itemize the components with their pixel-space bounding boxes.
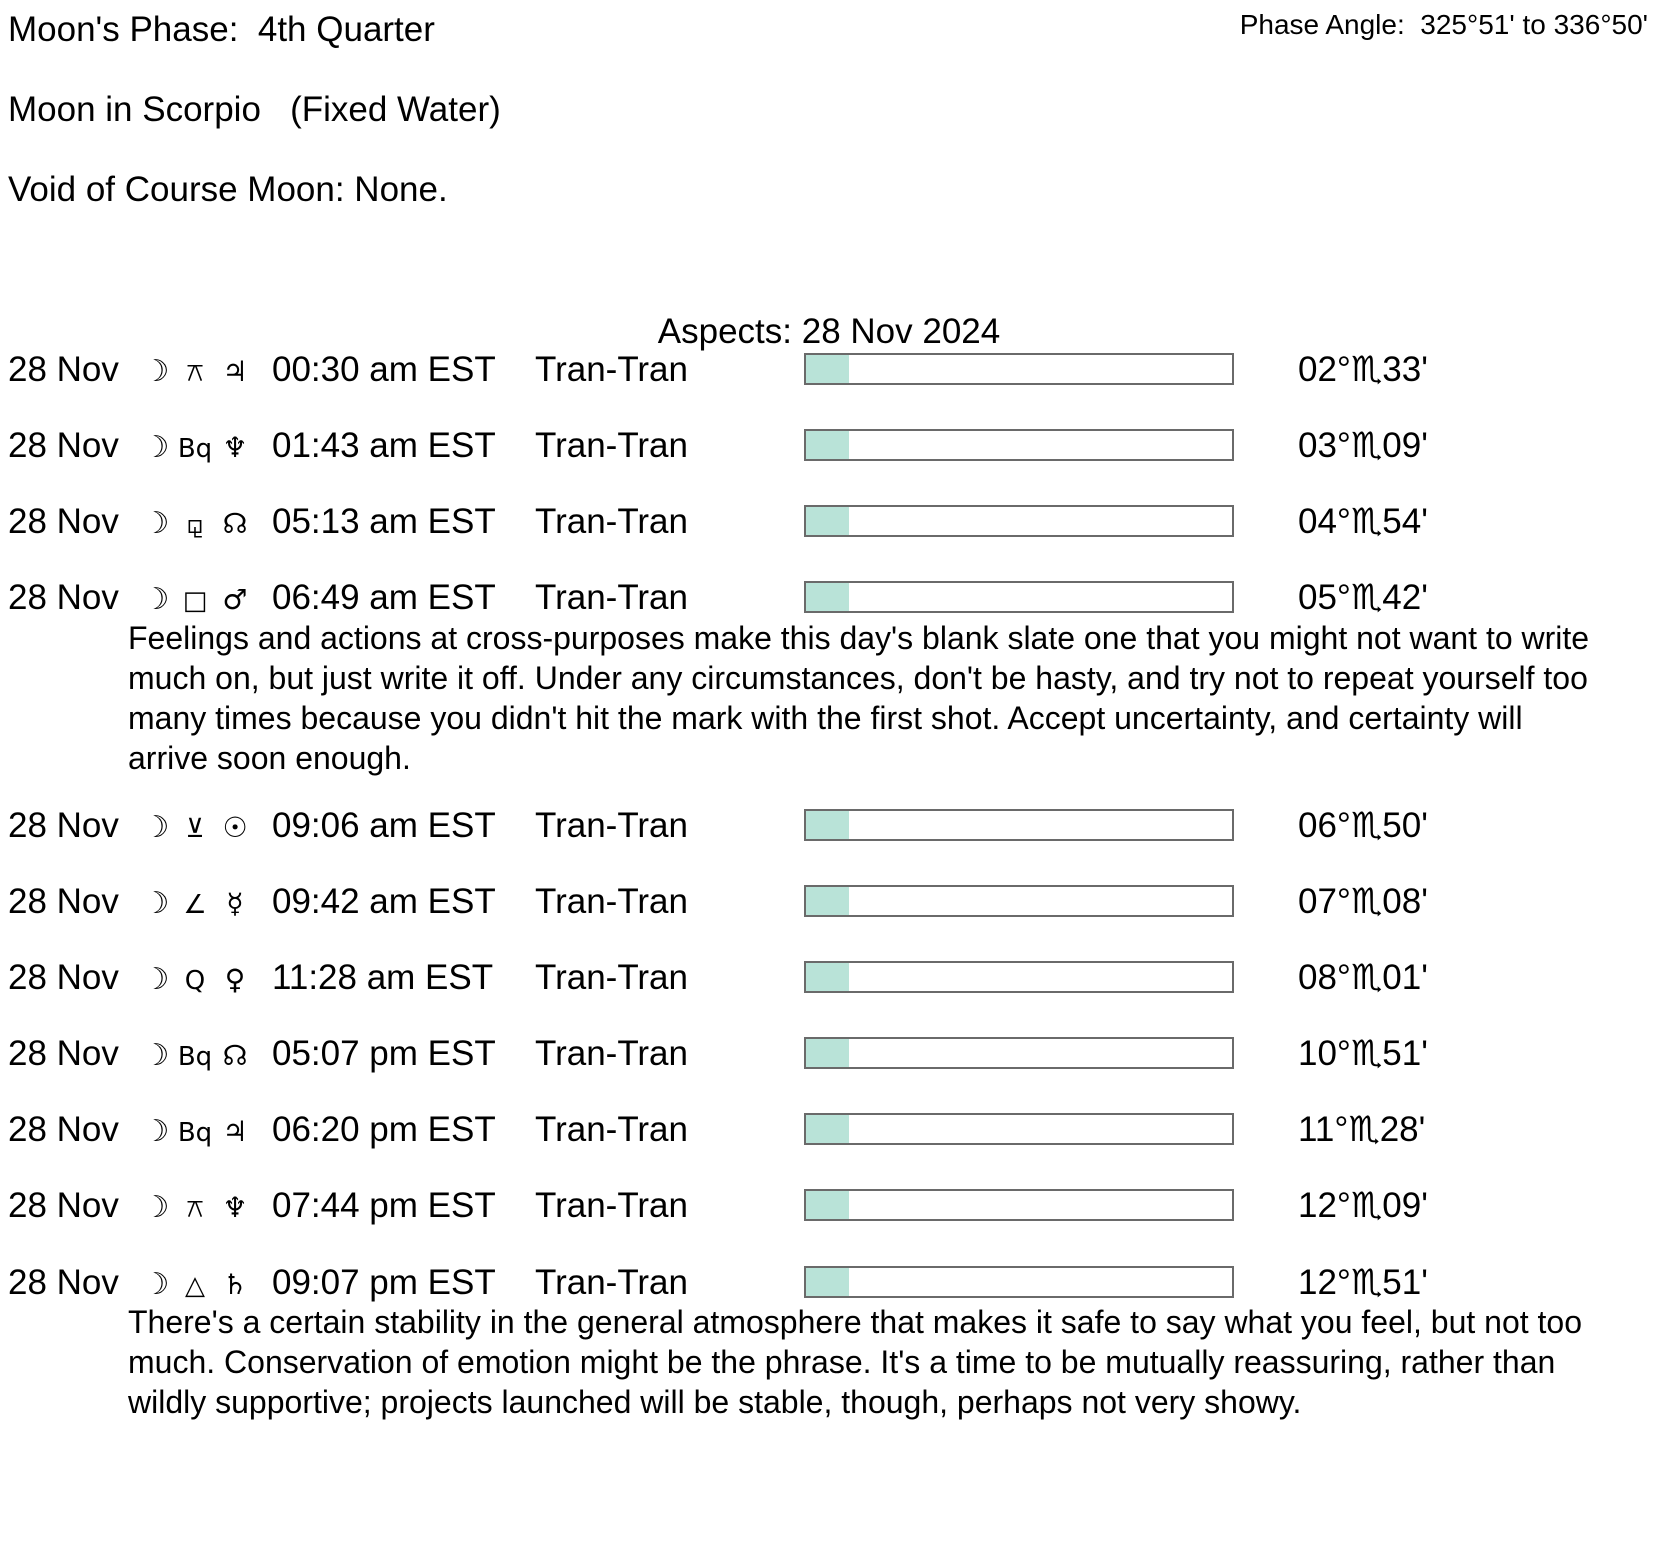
target-planet-icon: ♃ [222,355,248,388]
aspect-description: Feelings and actions at cross-purposes make this day's blank slate one that you might not want to write much on, but just write it off. Under any circumstances, don't be hasty, and try not to repeat yourself too many times because you didn't hit the mark with the first shot. Accept uncertainty, and certainty will arrive soon enough. [128,620,1590,776]
aspect-date: 28 Nov [8,578,119,617]
aspect-strength-fill [806,583,849,611]
target-planet-icon: ♆ [222,431,248,464]
aspect-symbol-icon: ⚻ [186,358,204,388]
aspect-symbol-icon: Bq [177,1118,213,1148]
moon-icon: ☽ [142,1114,170,1149]
void-of-course-label: Void of Course Moon: None. [8,170,448,209]
aspect-glyphs [137,350,255,393]
aspect-row [0,350,1658,390]
aspect-position: 03°♏09' [1298,426,1428,465]
aspect-time: 09:06 am EST [272,806,496,845]
aspect-strength-bar [804,429,1234,461]
aspect-type: Tran-Tran [535,806,688,845]
aspect-strength-bar [804,809,1234,841]
aspect-symbol-icon: Q [184,966,206,996]
moon-icon: ☽ [142,962,170,997]
aspect-strength-fill [806,1115,849,1143]
aspect-type: Tran-Tran [535,1034,688,1073]
aspect-position: 08°♏01' [1298,958,1428,997]
aspect-date: 28 Nov [8,1110,119,1149]
aspect-position: 12°♏51' [1298,1263,1428,1302]
aspect-glyphs [137,958,255,1001]
aspect-strength-fill [806,963,849,991]
aspect-time: 11:28 am EST [272,958,494,997]
moon-sign-label: Moon in Scorpio (Fixed Water) [8,90,501,129]
aspect-symbol-icon: Bq [177,1042,213,1072]
aspect-row [0,1186,1658,1226]
aspect-time: 05:07 pm EST [272,1034,496,1073]
aspect-position: 05°♏42' [1298,578,1428,617]
aspect-type: Tran-Tran [535,958,688,997]
aspect-date: 28 Nov [8,958,119,997]
aspect-row [0,1110,1658,1150]
aspect-strength-bar [804,353,1234,385]
target-planet-icon: ♄ [222,1268,248,1301]
aspect-position: 12°♏09' [1298,1186,1428,1225]
aspect-row [0,1263,1658,1303]
aspect-glyphs [137,578,255,621]
aspect-time: 06:49 am EST [272,578,496,617]
aspect-strength-bar [804,1266,1234,1298]
aspect-date: 28 Nov [8,1034,119,1073]
aspect-date: 28 Nov [8,350,119,389]
aspect-glyphs [137,426,255,469]
aspect-symbol-icon: Bq [177,434,213,464]
aspect-strength-fill [806,1268,849,1296]
aspect-type: Tran-Tran [535,350,688,389]
aspect-strength-fill [806,507,849,535]
moon-icon: ☽ [142,354,170,389]
moon-icon: ☽ [142,810,170,845]
aspect-type: Tran-Tran [535,1186,688,1225]
aspect-type: Tran-Tran [535,502,688,541]
aspect-time: 07:44 pm EST [272,1186,496,1225]
aspect-strength-fill [806,1191,849,1219]
aspect-symbol-icon: ⚼ [186,510,204,540]
aspect-time: 00:30 am EST [272,350,496,389]
aspect-glyphs [137,806,255,849]
aspect-row [0,426,1658,466]
moon-icon: ☽ [142,506,170,541]
aspect-symbol-icon: △ [185,1271,205,1301]
aspect-position: 11°♏28' [1298,1110,1426,1149]
aspect-date: 28 Nov [8,806,119,845]
aspect-date: 28 Nov [8,426,119,465]
aspect-strength-fill [806,887,849,915]
moon-icon: ☽ [142,582,170,617]
aspect-date: 28 Nov [8,882,119,921]
aspect-type: Tran-Tran [535,1110,688,1149]
aspect-type: Tran-Tran [535,882,688,921]
moon-icon: ☽ [142,1267,170,1302]
aspect-time: 09:07 pm EST [272,1263,496,1302]
aspect-symbol-icon: ⚻ [186,1194,204,1224]
aspect-position: 10°♏51' [1298,1034,1428,1073]
aspect-strength-fill [806,355,849,383]
moon-icon: ☽ [142,430,170,465]
aspect-position: 07°♏08' [1298,882,1428,921]
aspect-strength-fill [806,1039,849,1067]
aspect-position: 02°♏33' [1298,350,1428,389]
aspect-strength-bar [804,505,1234,537]
aspect-glyphs [137,1110,255,1153]
target-planet-icon: ☊ [222,1039,248,1072]
aspect-type: Tran-Tran [535,426,688,465]
aspect-position: 04°♏54' [1298,502,1428,541]
aspect-strength-bar [804,581,1234,613]
aspect-strength-bar [804,1189,1234,1221]
aspect-time: 05:13 am EST [272,502,496,541]
aspect-strength-bar [804,1113,1234,1145]
target-planet-icon: ☉ [222,811,248,844]
aspect-glyphs [137,882,255,925]
moon-icon: ☽ [142,1190,170,1225]
aspect-row [0,806,1658,846]
aspect-time: 06:20 pm EST [272,1110,496,1149]
aspect-glyphs [137,1263,255,1306]
aspect-strength-fill [806,431,849,459]
aspect-glyphs [137,1186,255,1229]
aspect-glyphs [137,502,255,545]
aspect-symbol-icon: ⊻ [185,814,205,844]
moon-phase-label: Moon's Phase: 4th Quarter [8,10,435,49]
moon-icon: ☽ [142,1038,170,1073]
aspect-row [0,882,1658,922]
phase-angle-label: Phase Angle: 325°51' to 336°50' [1239,9,1648,40]
target-planet-icon: ♆ [222,1191,248,1224]
aspect-glyphs [137,1034,255,1077]
aspect-date: 28 Nov [8,1263,119,1302]
target-planet-icon: ♃ [222,1115,248,1148]
aspect-strength-bar [804,885,1234,917]
aspect-symbol-icon: ∠ [183,890,207,920]
aspect-description: There's a certain stability in the general atmosphere that makes it safe to say what you feel, but not too much. Conservation of emotion might be the phrase. It's a time to be mutually reassuring, rather than wildly supportive; projects launched will be stable, though, perhaps not very showy. [128,1304,1583,1420]
aspect-time: 01:43 am EST [272,426,496,465]
aspect-date: 28 Nov [8,1186,119,1225]
aspect-row [0,502,1658,542]
aspects-title: Aspects: 28 Nov 2024 [657,312,1001,351]
aspect-row [0,1034,1658,1074]
aspect-type: Tran-Tran [535,1263,688,1302]
target-planet-icon: ♀ [224,963,246,996]
target-planet-icon: ♂ [222,583,248,616]
aspect-position: 06°♏50' [1298,806,1428,845]
aspect-strength-bar [804,1037,1234,1069]
aspect-time: 09:42 am EST [272,882,496,921]
aspect-row [0,958,1658,998]
aspect-strength-bar [804,961,1234,993]
aspect-row [0,578,1658,618]
target-planet-icon: ☿ [226,887,244,920]
moon-icon: ☽ [142,886,170,921]
aspect-symbol-icon: □ [182,586,208,616]
aspect-strength-fill [806,811,849,839]
aspect-type: Tran-Tran [535,578,688,617]
aspect-date: 28 Nov [8,502,119,541]
target-planet-icon: ☊ [222,507,248,540]
